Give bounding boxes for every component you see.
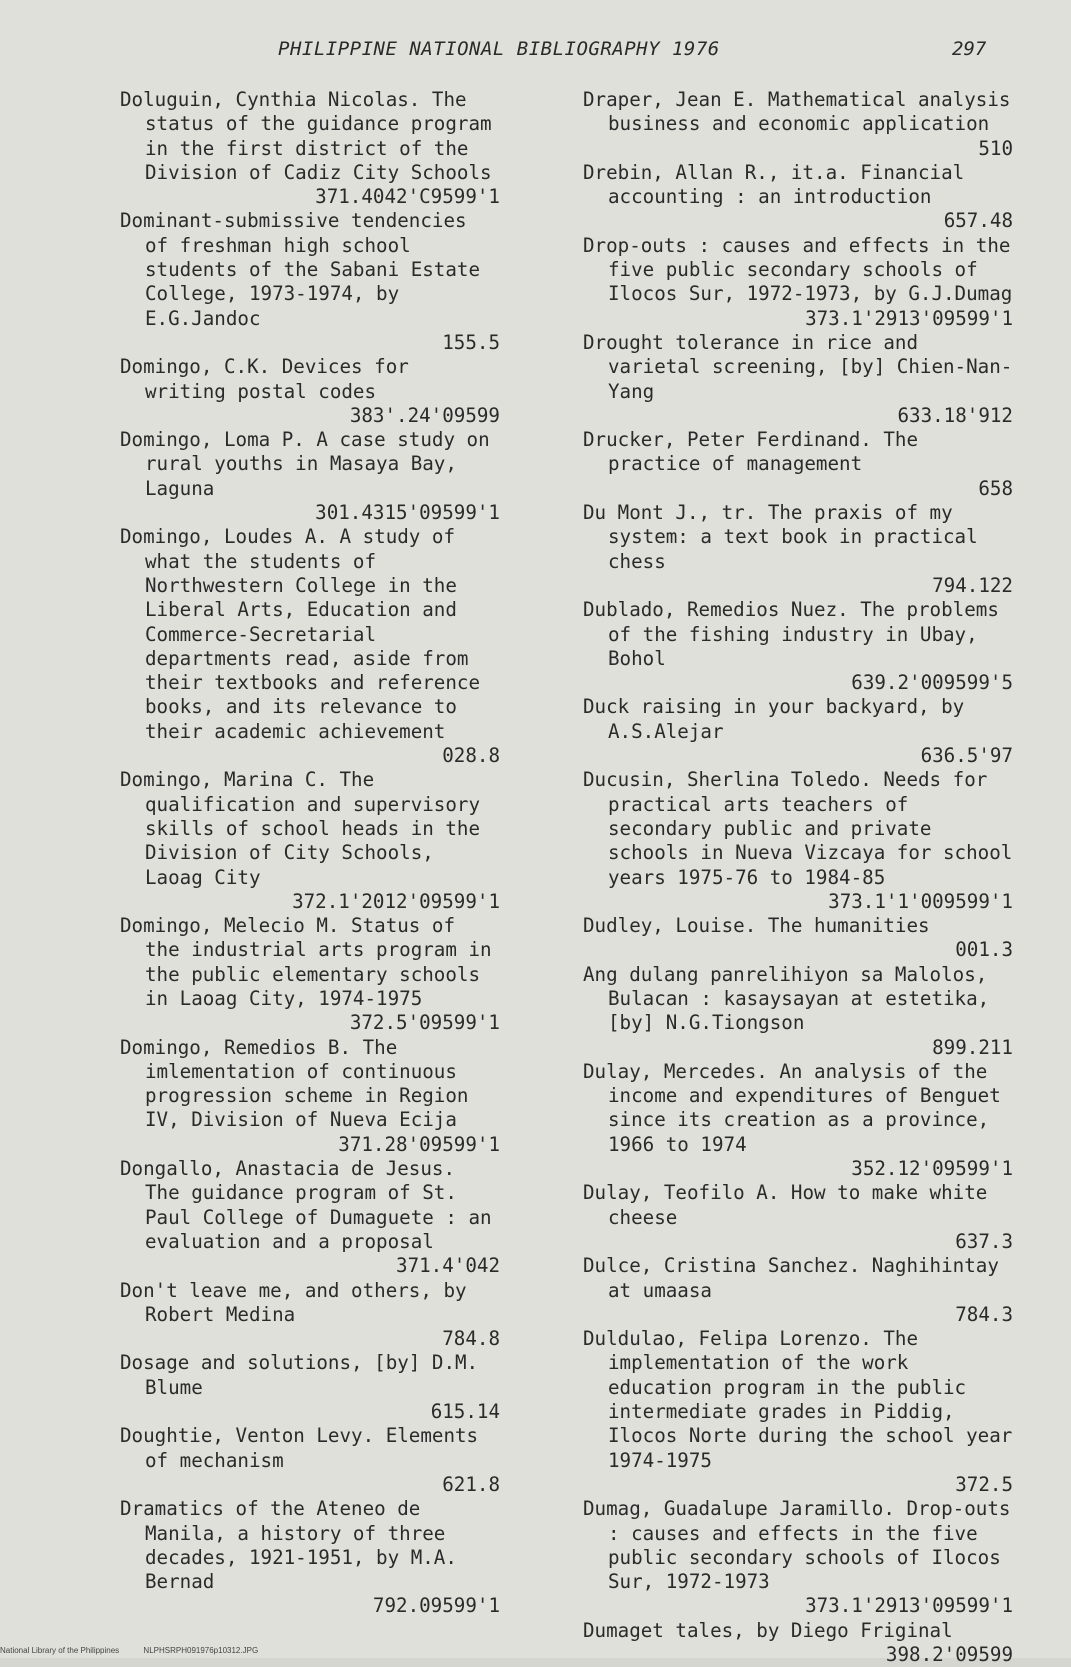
classification-number: 899.211	[932, 1035, 1013, 1059]
classification-number: 637.3	[955, 1229, 1013, 1253]
entry-text: Drucker, Peter Ferdinand. The practice of management	[583, 428, 930, 476]
entry-text: Dudley, Louise. The humanities	[583, 914, 930, 938]
entry-text: Doluguin, Cynthia Nicolas. The status of the guidance program in the first district of the Division of Cadiz City Schools	[120, 88, 504, 184]
classification-number: 657.48	[943, 209, 1013, 233]
bibliography-entry	[120, 1351, 500, 1424]
bibliography-entry	[120, 1424, 500, 1497]
entry-text: Domingo, Marina C. The qualification and supervisory skills of school heads in the Division of City Schools, Laoag City	[120, 768, 492, 889]
bibliography-entry	[583, 914, 1013, 963]
bibliography-entry	[120, 914, 504, 1035]
entry-text: Draper, Jean E. Mathematical analysis business and economic application	[583, 88, 1022, 136]
entry-text: Drop-outs : causes and effects in the five public secondary schools of Ilocos Sur, 1972-1973, by G.J.Dumag	[583, 233, 1022, 306]
entry-text: Dulce, Cristina Sanchez. Naghihintay at umaasa	[583, 1254, 1011, 1302]
bibliography-entry	[120, 1157, 504, 1278]
bibliography-entry	[583, 233, 1022, 331]
entry-text: Dumaget tales, by Diego Friginal	[583, 1618, 953, 1642]
classification-number: 784.8	[442, 1327, 500, 1351]
classification-number: 639.2'009599'5	[851, 671, 1013, 695]
entry-text: Dumag, Guadalupe Jaramillo. Drop-outs : causes and effects in the five public secondary schools of Ilocos Sur, 1972-1973	[583, 1497, 1022, 1594]
classification-number: 794.122	[932, 573, 1013, 597]
entry-text: Drought tolerance in rice and varietal screening, [by] Chien-Nan-Yang	[583, 330, 1013, 403]
bibliography-entry	[583, 1254, 1013, 1327]
classification-number: 373.1'2913'09599'1	[805, 306, 1013, 330]
scan-footer	[0, 1646, 1071, 1655]
entry-text: Dosage and solutions, [by] D.M. Blume	[120, 1351, 490, 1399]
entry-text: Dulay, Mercedes. An analysis of the income and expenditures of Benguet since its creation as a province, 1966 to 1974	[583, 1059, 1013, 1156]
classification-number: 371.4042'C9599'1	[315, 185, 500, 209]
classification-number: 001.3	[955, 938, 1013, 962]
classification-number: 301.4315'09599'1	[315, 501, 500, 525]
bibliography-entry	[583, 598, 1013, 695]
entry-text: Domingo, C.K. Devices for writing postal codes	[120, 355, 421, 403]
entry-text: Ang dulang panrelihiyon sa Malolos, Bulacan : kasaysayan at estetika, [by] N.G.Tiongson	[583, 962, 1001, 1035]
entry-text: Domingo, Remedios B. The imlementation of continuous progression scheme in Region IV, Division of Nueva Ecija	[120, 1035, 481, 1132]
entry-text: Dulay, Teofilo A. How to make white cheese	[583, 1181, 999, 1229]
classification-number: 383'.24'09599	[349, 403, 500, 427]
classification-number: 510	[978, 136, 1013, 160]
entry-text: Dramatics of the Ateneo de Manila, a history of three decades, 1921-1951, by M.A. Bernad	[120, 1497, 469, 1594]
entry-text: Du Mont J., tr. The praxis of my system: a text book in practical chess	[583, 501, 990, 573]
file-name: NLPHSRPH091976p10312.JPG	[143, 1646, 259, 1655]
bibliography-entry	[120, 525, 500, 768]
bibliography-entry	[120, 1497, 500, 1618]
bibliography-entry	[120, 428, 500, 525]
bibliography-entry	[120, 355, 500, 428]
bibliography-entry	[583, 1619, 1013, 1667]
entry-text: Duck raising in your backyard, by A.S.Alejar	[583, 695, 976, 743]
entry-text: Ducusin, Sherlina Toledo. Needs for practical arts teachers of secondary public and private schools in Nueva Vizcaya for school years 1975-76 to 1984-85	[583, 768, 1024, 889]
classification-number: 372.5'09599'1	[349, 1011, 500, 1035]
bibliography-entry	[583, 1327, 1024, 1497]
entry-text: Dongallo, Anastacia de Jesus. The guidance program of St. Paul College of Dumaguete : an evaluation and a proposal	[120, 1157, 504, 1253]
classification-number: 155.5	[442, 330, 500, 354]
bibliography-entry	[120, 88, 504, 209]
entry-text: Dublado, Remedios Nuez. The problems of the fishing industry in Ubay, Bohol	[583, 598, 1011, 670]
page-number: 297	[952, 38, 987, 60]
entry-text: Don't leave me, and others, by Robert Medina	[120, 1278, 479, 1326]
entry-text: Dominant-submissive tendencies of freshman high school students of the Sabani Estate College, 1973-1974, by E.G.Jandoc	[120, 209, 492, 330]
entry-text: Drebin, Allan R., it.a. Financial accounting : an introduction	[583, 160, 976, 209]
bibliography-entry	[583, 88, 1022, 161]
entry-text: Domingo, Loudes A. A study of what the students of Northwestern College in the Liberal Arts, Education and Commerce-Secretarial departments read, aside from their textbooks and reference books, and its relevance to their academic achievement	[120, 525, 492, 743]
entry-text: Doughtie, Venton Levy. Elements of mechanism	[120, 1424, 490, 1472]
bibliography-entry	[120, 209, 500, 355]
bibliography-entry	[120, 768, 500, 914]
bibliography-entry	[583, 501, 1013, 598]
classification-number: 636.5'97	[920, 744, 1013, 768]
classification-number: 398.2'09599	[885, 1643, 1013, 1666]
bibliography-entry	[120, 1036, 500, 1157]
classification-number: 371.28'09599'1	[338, 1132, 500, 1156]
classification-number: 372.1'2012'09599'1	[292, 889, 500, 913]
bibliography-entry	[583, 768, 1024, 914]
bibliography-entry	[583, 695, 1013, 768]
entry-text: Domingo, Loma P. A case study on rural youths in Masaya Bay, Laguna	[120, 428, 502, 500]
classification-number: 352.12'09599'1	[851, 1157, 1013, 1181]
classification-number: 373.1'2913'09599'1	[805, 1594, 1013, 1618]
classification-number: 792.09599'1	[372, 1594, 500, 1618]
page-header	[0, 38, 1071, 64]
entry-text: Duldulao, Felipa Lorenzo. The implementation of the work education program in the public intermediate grades in Piddig, Ilocos Norte during the school year 1974-1975	[583, 1327, 1024, 1472]
left-column	[120, 88, 504, 1619]
classification-number: 373.1'1'009599'1	[828, 889, 1013, 913]
classification-number: 371.4'042	[396, 1254, 500, 1278]
running-title: PHILIPPINE NATIONAL BIBLIOGRAPHY 1976	[278, 38, 720, 60]
entry-text: Domingo, Melecio M. Status of the industrial arts program in the public elementary schools in Laoag City, 1974-1975	[120, 914, 504, 1010]
bibliography-entry	[583, 1497, 1022, 1618]
classification-number: 621.8	[442, 1472, 500, 1496]
bibliography-entry	[583, 1181, 1013, 1254]
bibliography-entry	[583, 428, 1013, 501]
bibliography-entry	[120, 1279, 500, 1352]
classification-number: 784.3	[955, 1302, 1013, 1326]
bibliography-entry	[583, 161, 1013, 234]
classification-number: 372.5	[955, 1472, 1013, 1496]
classification-number: 615.14	[430, 1400, 500, 1424]
classification-number: 028.8	[442, 744, 500, 768]
classification-number: 633.18'912	[897, 403, 1013, 427]
right-column	[583, 88, 1024, 1667]
library-credit: National Library of the Philippines	[0, 1646, 120, 1655]
classification-number: 658	[978, 476, 1013, 500]
bibliography-entry	[583, 963, 1013, 1060]
bibliography-entry	[583, 331, 1013, 428]
bibliography-entry	[583, 1060, 1013, 1181]
